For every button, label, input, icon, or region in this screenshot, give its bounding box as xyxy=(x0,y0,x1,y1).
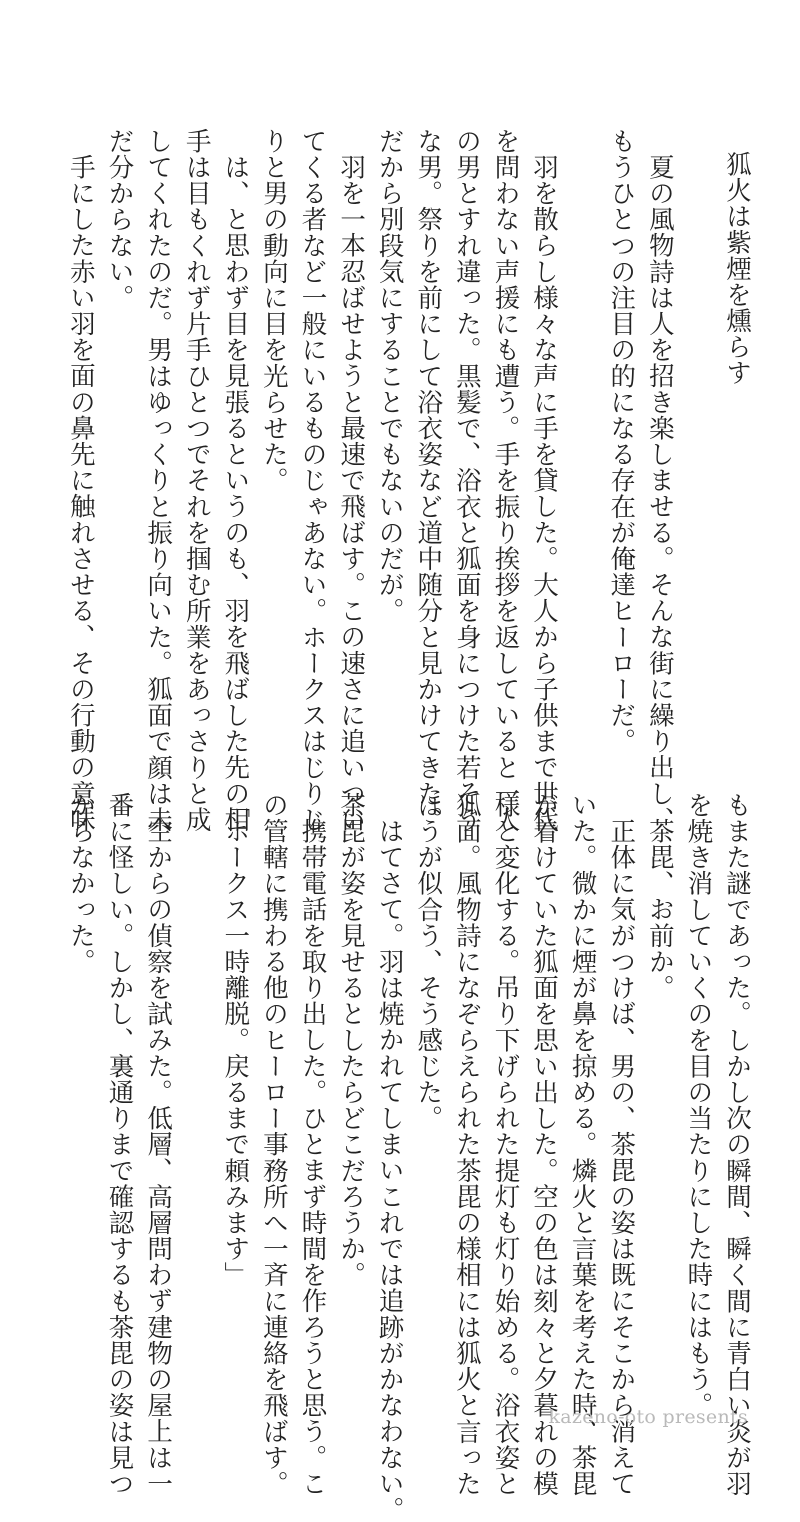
text-line: だから別段気にすることでもないのだが。 xyxy=(374,128,405,624)
text-line: ほうが似合う、そう感じた。 xyxy=(413,792,444,1132)
text-line xyxy=(563,128,602,728)
text-line: 手にした赤い羽を面の鼻先に触れさせる、その行動の意味 xyxy=(65,153,96,833)
text-line: 正体に気がつけば、男の、茶毘の姿は既にそこから消えて xyxy=(606,817,637,1497)
text-line: 「ホークス一時離脱。戻るまで頼みます」 xyxy=(220,792,251,1288)
text-line: 茶毘、お前か。 xyxy=(644,817,675,1001)
text-line: 携帯電話を取り出した。ひとまず時間を作ろうと思う。こ xyxy=(297,817,328,1497)
text-line: 様と変化する。吊り下げられた提灯も灯り始める。浴衣姿と xyxy=(490,792,521,1497)
text-line: を問わない声援にも遭う。手を振り挨拶を返していると一人 xyxy=(490,128,521,833)
text-line: が着けていた狐面を思い出した。空の色は刻々と夕暮れの模 xyxy=(529,792,560,1497)
text-line xyxy=(177,792,216,1392)
text-line: からなかった。 xyxy=(65,792,96,975)
text-line: 夏の風物詩は人を招き楽しませる。そんな街に繰り出し、 xyxy=(644,153,675,833)
text-line: もまた謎であった。しかし次の瞬間、瞬く間に青白い炎が羽 xyxy=(722,792,752,1497)
story-title: 狐火は紫煙を燻らす xyxy=(722,150,752,386)
text-line: の男とすれ違った。黒髪で、浴衣と狐面を身につけた若そう xyxy=(451,128,482,833)
text-line: いた。微かに煙が鼻を掠める。燐火と言葉を考えた時、茶毘 xyxy=(567,792,598,1497)
text-line: 手は目もくれず片手ひとつでそれを掴む所業をあっさりと成 xyxy=(181,128,212,833)
text-line: は、と思わず目を見張るというのも、羽を飛ばした先の相 xyxy=(220,153,251,833)
text-line: 茶毘が姿を見せるとしたらどこだろうか。 xyxy=(336,792,367,1288)
text-line: もうひとつの注目の的になる存在が俺達ヒーローだ。 xyxy=(606,128,637,755)
text-line: てくる者など一般にいるものじゃあない。ホークスはじりじ xyxy=(297,128,328,833)
text-line: 番に怪しい。しかし、裏通りまで確認するも茶毘の姿は見つ xyxy=(104,792,135,1497)
watermark: kazeno-oto presents xyxy=(548,1406,748,1428)
text-line: の管轄に携わる他のヒーロー事務所へ一斉に連絡を飛ばす。 xyxy=(258,792,289,1497)
text-line: 狐面。風物詩になぞらえられた茶毘の様相には狐火と言った xyxy=(451,792,482,1497)
text-line: 空からの偵察を試みた。低層、高層問わず建物の屋上は一 xyxy=(143,817,174,1497)
text-line: はてさて。羽は焼かれてしまいこれでは追跡がかなわない。 xyxy=(374,817,405,1522)
text-line: 羽を散らし様々な声に手を貸した。大人から子供まで世代 xyxy=(529,153,560,833)
text-line: してくれたのだ。男はゆっくりと振り向いた。狐面で顔は未 xyxy=(143,128,174,833)
text-line: 羽を一本忍ばせようと最速で飛ばす。この速さに追いつい xyxy=(336,153,367,833)
text-line: だ分からない。 xyxy=(104,128,135,311)
text-line: を焼き消していくのを目の当たりにした時にはもう。 xyxy=(683,792,714,1419)
text-line: な男。祭りを前にして浴衣姿など道中随分と見かけてきた。 xyxy=(413,128,444,833)
text-line: りと男の動向に目を光らせた。 xyxy=(258,128,289,494)
story-top-block xyxy=(61,128,756,833)
